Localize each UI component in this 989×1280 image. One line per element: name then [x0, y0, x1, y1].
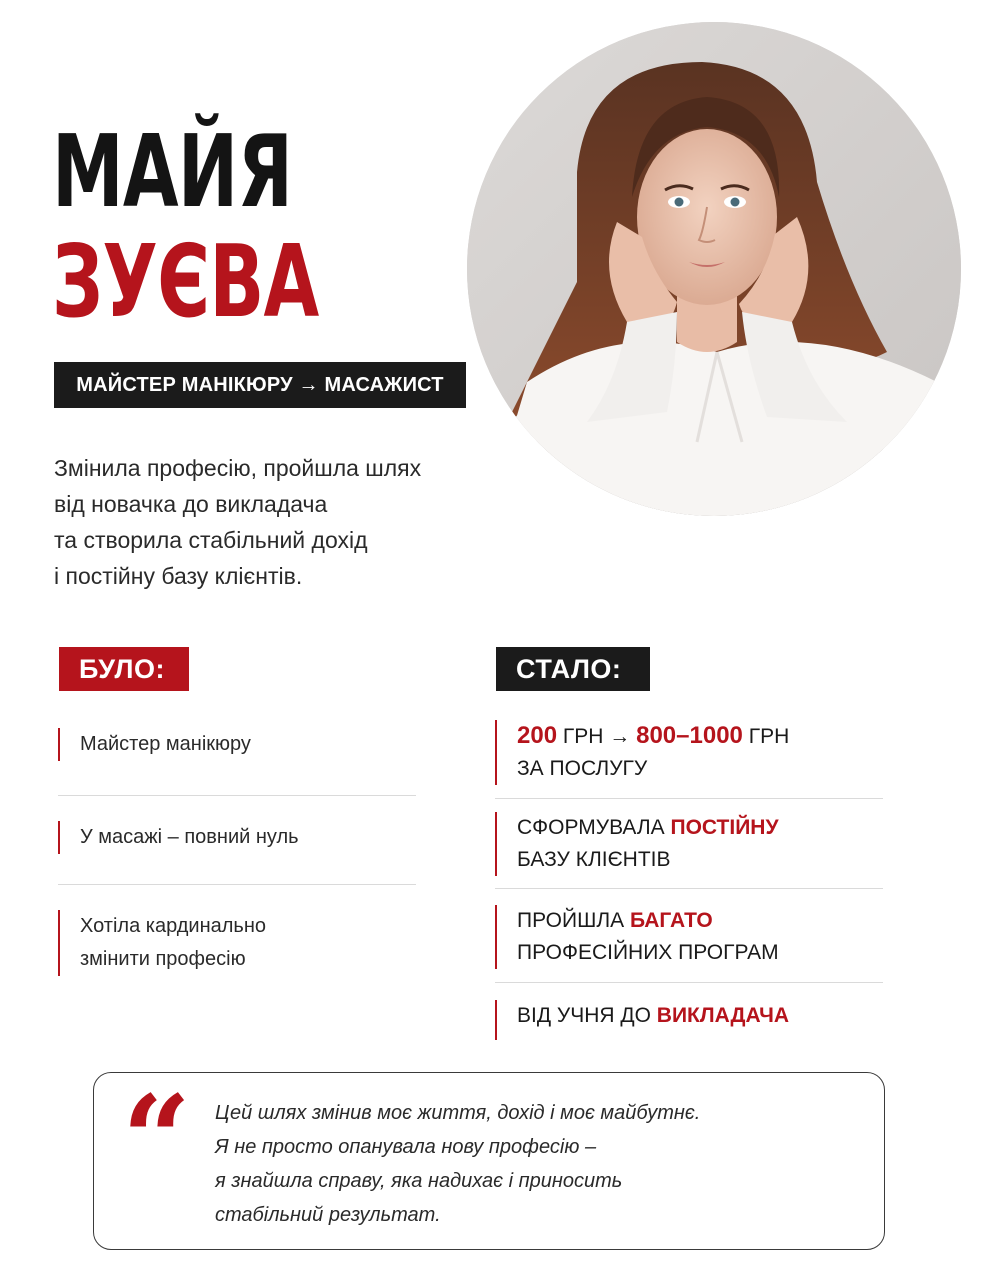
before-item	[58, 910, 266, 976]
intro-line: і постійну базу клієнтів.	[54, 563, 303, 589]
divider	[495, 982, 883, 983]
divider	[495, 888, 883, 889]
after-item-accent: ПОСТІЙНУ	[670, 816, 779, 839]
portrait-photo	[467, 22, 961, 516]
intro-line: Змінила професію, пройшла шлях	[54, 455, 422, 481]
role-banner: МАЙСТЕР МАНІКЮРУ → МАСАЖИСТ	[54, 362, 466, 408]
last-name: ЗУЄВА	[52, 223, 319, 340]
after-item	[495, 720, 789, 785]
currency-arrow: ГРН →	[557, 725, 637, 748]
quote-line: я знайшла справу, яка надихає і приносить	[215, 1170, 623, 1192]
after-item-line: ЗА ПОСЛУГУ	[517, 757, 648, 780]
after-item-line	[517, 720, 789, 753]
before-item-text: У масажі – повний нуль	[80, 826, 299, 848]
after-item-line: БАЗУ КЛІЄНТІВ	[517, 848, 671, 871]
price-from: 200	[517, 722, 558, 749]
divider	[495, 798, 883, 799]
intro-line: та створила стабільний дохід	[54, 527, 368, 553]
after-item	[495, 905, 779, 969]
quote-line: стабільний результат.	[215, 1204, 441, 1226]
after-item-pre: СФОРМУВАЛА	[517, 816, 671, 839]
after-label: СТАЛО:	[496, 647, 650, 691]
price-to: 800–1000	[636, 722, 743, 749]
after-item-pre: ПРОЙШЛА	[517, 909, 630, 932]
quote-text	[215, 1096, 855, 1232]
before-item-text: змінити професію	[80, 948, 246, 970]
intro-text	[54, 450, 474, 594]
intro-line: від новачка до викладача	[54, 491, 328, 517]
before-item	[58, 728, 251, 761]
portrait-illustration	[467, 22, 961, 516]
after-item-accent: ВИКЛАДАЧА	[656, 1004, 790, 1027]
after-item	[495, 812, 779, 876]
quote-line: Цей шлях змінив моє життя, дохід і моє майбутнє.	[215, 1102, 701, 1124]
quote-line: Я не просто опанувала нову професію –	[215, 1136, 597, 1158]
after-item-pre: ВІД УЧНЯ ДО	[517, 1004, 657, 1027]
after-item-line	[517, 812, 779, 844]
before-item-text: Хотіла кардинально	[80, 915, 266, 937]
after-item-line	[517, 1000, 789, 1032]
after-item	[495, 1000, 789, 1040]
before-label: БУЛО:	[59, 647, 189, 691]
divider	[58, 884, 416, 885]
quote-mark-icon: “	[122, 1069, 192, 1210]
currency: ГРН	[742, 725, 790, 748]
divider	[58, 795, 416, 796]
after-item-accent: БАГАТО	[629, 909, 713, 932]
first-name: МАЙЯ	[52, 113, 293, 230]
before-item	[58, 821, 299, 854]
after-item-line	[517, 905, 779, 937]
before-item-text: Майстер манікюру	[80, 733, 251, 755]
after-item-line: ПРОФЕСІЙНИХ ПРОГРАМ	[517, 941, 779, 964]
